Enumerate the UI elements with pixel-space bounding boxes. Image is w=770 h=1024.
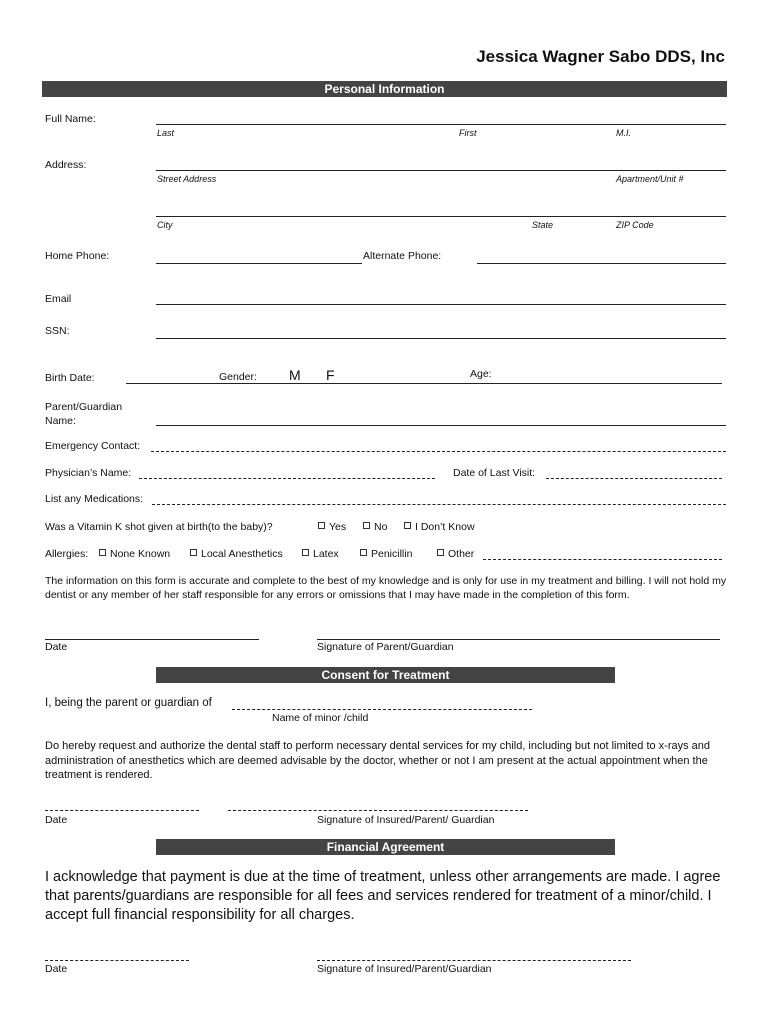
physician-name-label: Physician’s Name: [45, 467, 132, 479]
medications-field[interactable] [152, 504, 726, 505]
consent-intro-text: I, being the parent or guardian of [45, 697, 212, 709]
allergy-other-option[interactable] [437, 548, 474, 560]
practice-name: Jessica Wagner Sabo DDS, Inc [476, 47, 725, 66]
signature-insured-field-1[interactable] [228, 810, 528, 811]
minor-name-caption: Name of minor /child [272, 712, 369, 724]
date-field-1[interactable] [45, 639, 259, 640]
alternate-phone-label: Alternate Phone: [363, 250, 442, 262]
signature-insured-label-2: Signature of Insured/Parent/Guardian [317, 963, 492, 975]
section-personal-information: Personal Information [42, 81, 727, 97]
checkbox-icon [99, 549, 106, 556]
city-caption: City [157, 220, 173, 230]
last-name-caption: Last [157, 128, 175, 138]
signature-parent-guardian-label: Signature of Parent/Guardian [317, 641, 454, 653]
physician-name-field[interactable] [139, 478, 435, 479]
ssn-field[interactable] [156, 338, 726, 339]
parent-guardian-label-line2: Name: [45, 415, 76, 427]
parent-guardian-field[interactable] [156, 425, 726, 426]
medications-label: List any Medications: [45, 493, 144, 505]
parent-guardian-label [45, 400, 122, 428]
middle-initial-caption: M.I. [616, 128, 631, 138]
vitamin-k-yes-option[interactable] [318, 521, 346, 533]
date-field-2[interactable] [45, 810, 199, 811]
checkbox-icon [190, 549, 197, 556]
birth-date-field[interactable] [126, 383, 722, 384]
last-visit-label: Date of Last Visit: [453, 467, 536, 479]
checkbox-icon [404, 522, 411, 529]
checkbox-icon [360, 549, 367, 556]
signature-parent-guardian-field[interactable] [317, 639, 720, 640]
full-name-label: Full Name: [45, 113, 96, 125]
section-financial-agreement: Financial Agreement [156, 839, 615, 855]
parent-guardian-label-line1: Parent/Guardian [45, 401, 123, 413]
emergency-contact-label: Emergency Contact: [45, 440, 141, 452]
checkbox-icon [363, 522, 370, 529]
street-address-field[interactable] [156, 170, 726, 171]
city-state-zip-field[interactable] [156, 216, 726, 217]
emergency-contact-field[interactable] [151, 451, 726, 452]
home-phone-label: Home Phone: [45, 250, 110, 262]
financial-body-text: I acknowledge that payment is due at the time of treatment, unless other arrangements are made. I agree that parents/guardians are responsible for all fees and services rendered for treatment of a minor/child. I accept full financial responsibility for all charges. [45, 869, 721, 923]
vitamin-k-dont-know-option[interactable] [404, 521, 475, 533]
alternate-phone-field[interactable] [477, 263, 726, 264]
allergy-none-known-option[interactable] [99, 548, 170, 560]
gender-label: Gender: [219, 371, 257, 383]
checkbox-icon [437, 549, 444, 556]
option-label: Other [448, 548, 475, 560]
full-name-field[interactable] [156, 124, 726, 125]
date-label-3: Date [45, 963, 68, 975]
option-label: I Don’t Know [415, 521, 475, 533]
disclaimer-text: The information on this form is accurate and complete to the best of my knowledge and is only for use in my treatment and billing. I will not hold my dentist or any member of her staff responsible for any errors or omissions that I may have made in the completion of this form. [45, 575, 727, 601]
option-label: Yes [329, 521, 347, 533]
signature-insured-field-2[interactable] [317, 960, 631, 961]
minor-name-field[interactable] [232, 709, 532, 710]
signature-insured-label-1: Signature of Insured/Parent/ Guardian [317, 814, 495, 826]
vitamin-k-question: Was a Vitamin K shot given at birth(to the baby)? [45, 521, 273, 533]
gender-female-option[interactable]: F [326, 367, 335, 383]
home-phone-field[interactable] [156, 263, 362, 264]
date-field-3[interactable] [45, 960, 189, 961]
birth-date-label: Birth Date: [45, 372, 95, 384]
allergy-local-anesthetics-option[interactable] [190, 548, 283, 560]
state-caption: State [532, 220, 554, 230]
first-name-caption: First [459, 128, 477, 138]
ssn-label: SSN: [45, 325, 70, 337]
zip-caption: ZIP Code [616, 220, 654, 230]
gender-male-option[interactable]: M [289, 367, 301, 383]
section-consent-for-treatment: Consent for Treatment [156, 667, 615, 683]
option-label: Local Anesthetics [201, 548, 283, 560]
age-label: Age: [470, 368, 492, 380]
checkbox-icon [302, 549, 309, 556]
vitamin-k-no-option[interactable] [363, 521, 387, 533]
consent-body-text: Do hereby request and authorize the dental staff to perform necessary dental services for my child, including but not limited to x-rays and administration of anesthetics which are deemed advisable by the doctor, whether or not I am present at the actual appointment when the treatment is rendered. [45, 740, 711, 781]
option-label: No [374, 521, 388, 533]
date-label-1: Date [45, 641, 68, 653]
email-field[interactable] [156, 304, 726, 305]
option-label: Latex [313, 548, 339, 560]
allergies-label: Allergies: [45, 548, 89, 560]
date-label-2: Date [45, 814, 68, 826]
apartment-caption: Apartment/Unit # [616, 174, 684, 184]
checkbox-icon [318, 522, 325, 529]
option-label: Penicillin [371, 548, 413, 560]
option-label: None Known [110, 548, 171, 560]
address-label: Address: [45, 159, 87, 171]
last-visit-field[interactable] [546, 478, 722, 479]
allergy-other-field[interactable] [483, 559, 722, 560]
allergy-penicillin-option[interactable] [360, 548, 412, 560]
street-address-caption: Street Address [157, 174, 217, 184]
allergy-latex-option[interactable] [302, 548, 339, 560]
email-label: Email [45, 293, 72, 305]
